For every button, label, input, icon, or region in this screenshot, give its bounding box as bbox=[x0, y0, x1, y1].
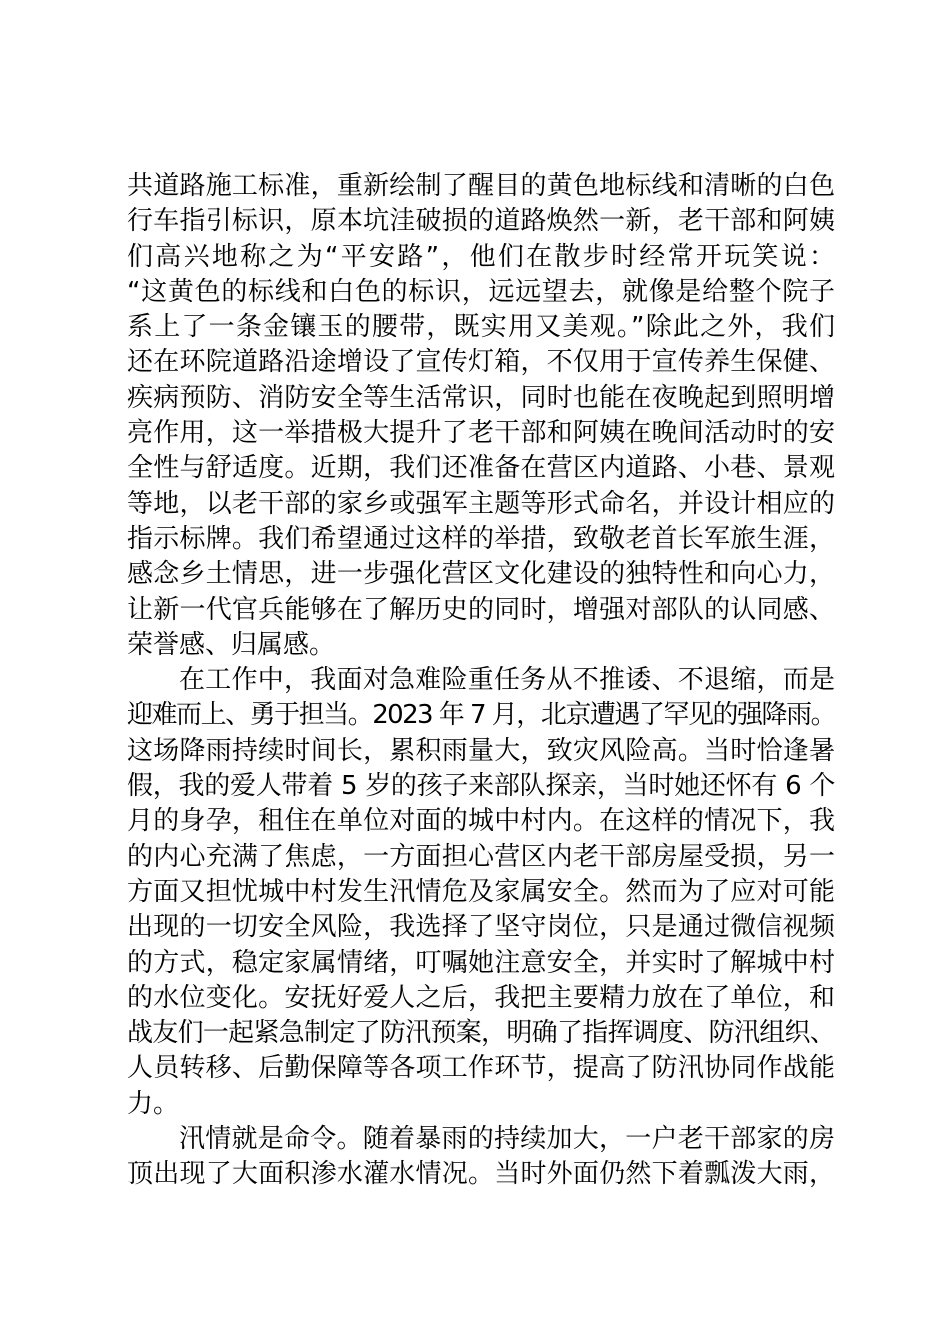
text-line: 亮作用，这一举措极大提升了老干部和阿姨在晚间活动时的安 bbox=[127, 418, 835, 449]
text-line: 感念乡土情思，进一步强化营区文化建设的独特性和向心力， bbox=[127, 559, 835, 590]
body-text bbox=[127, 169, 835, 1193]
text-line: 们高兴地称之为“平安路”，他们在散步时经常开玩笑说： bbox=[127, 241, 835, 272]
text-line: “这黄色的标线和白色的标识，远远望去，就像是给整个院子 bbox=[127, 276, 835, 307]
text-line: 月的身孕，租住在单位对面的城中村内。在这样的情况下，我 bbox=[127, 806, 835, 837]
text-line: 人员转移、后勤保障等各项工作环节，提高了防汛协同作战能 bbox=[127, 1053, 835, 1084]
text-line: 假，我的爱人带着 5 岁的孩子来部队探亲，当时她还怀有 6 个 bbox=[127, 771, 835, 802]
text-line: 指示标牌。我们希望通过这样的举措，致敬老首长军旅生涯， bbox=[127, 523, 835, 554]
text-line: 这场降雨持续时间长，累积雨量大，致灾风险高。当时恰逢暑 bbox=[127, 735, 835, 766]
text-line: 荣誉感、归属感。 bbox=[127, 629, 336, 660]
text-line: 的方式，稳定家属情绪，叮嘱她注意安全，并实时了解城中村 bbox=[127, 947, 835, 978]
paragraph-first-line: 在工作中，我面对急难险重任务从不推诿、不退缩，而是 bbox=[179, 665, 835, 696]
text-line: 行车指引标识，原本坑洼破损的道路焕然一新，老干部和阿姨 bbox=[127, 206, 835, 237]
text-line: 迎难而上、勇于担当。2023 年 7 月，北京遭遇了罕见的强降雨。 bbox=[127, 700, 835, 731]
text-line: 方面又担忧城中村发生汛情危及家属安全。然而为了应对可能 bbox=[127, 876, 835, 907]
text-line: 让新一代官兵能够在了解历史的同时，增强对部队的认同感、 bbox=[127, 594, 835, 625]
text-line: 力。 bbox=[127, 1088, 180, 1119]
text-line: 疾病预防、消防安全等生活常识，同时也能在夜晚起到照明增 bbox=[127, 382, 835, 413]
text-line: 系上了一条金镶玉的腰带，既实用又美观。”除此之外，我们 bbox=[127, 312, 835, 343]
text-line: 出现的一切安全风险，我选择了坚守岗位，只是通过微信视频 bbox=[127, 912, 835, 943]
text-line: 战友们一起紧急制定了防汛预案，明确了指挥调度、防汛组织、 bbox=[127, 1018, 835, 1049]
text-line: 的水位变化。安抚好爱人之后，我把主要精力放在了单位，和 bbox=[127, 982, 835, 1013]
text-line: 全性与舒适度。近期，我们还准备在营区内道路、小巷、景观 bbox=[127, 453, 835, 484]
text-line: 等地，以老干部的家乡或强军主题等形式命名，并设计相应的 bbox=[127, 488, 835, 519]
text-line: 顶出现了大面积渗水灌水情况。当时外面仍然下着瓢泼大雨， bbox=[127, 1159, 835, 1190]
paragraph-first-line: 汛情就是命令。随着暴雨的持续加大，一户老干部家的房 bbox=[179, 1124, 835, 1155]
text-line: 共道路施工标准，重新绘制了醒目的黄色地标线和清晰的白色 bbox=[127, 171, 835, 201]
text-line: 的内心充满了焦虑，一方面担心营区内老干部房屋受损，另一 bbox=[127, 841, 835, 872]
text-line: 还在环院道路沿途增设了宣传灯箱，不仅用于宣传养生保健、 bbox=[127, 347, 835, 378]
